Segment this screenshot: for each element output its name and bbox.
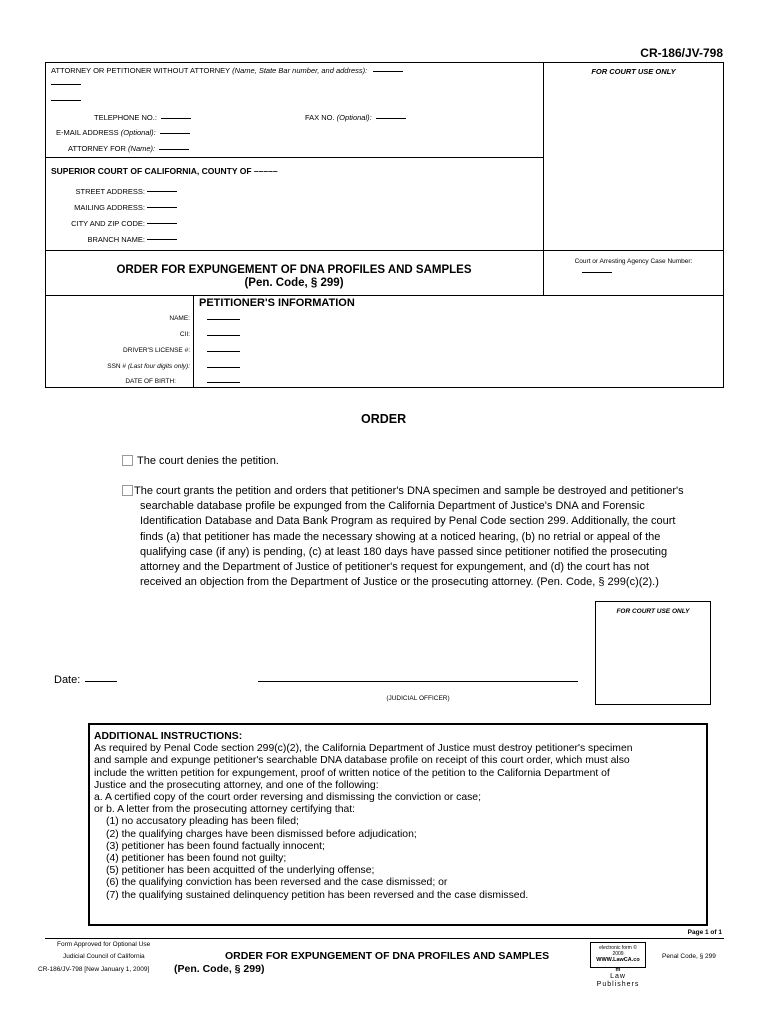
name-label: NAME: bbox=[169, 315, 190, 322]
form-subtitle: (Pen. Code, § 299) bbox=[244, 277, 344, 289]
ssn-blank[interactable] bbox=[207, 367, 240, 368]
grant-line: attorney and the Department of Justice of petitioner's request for expungement, and (d) the court has not bbox=[140, 561, 650, 574]
street-field[interactable] bbox=[40, 187, 145, 196]
instructions-line: As required by Penal Code section 299(c)(2), the California Department of Justice must destroy petitioner's specimen bbox=[94, 743, 633, 755]
instructions-line: Justice and the prosecuting attorney, and one of the following: bbox=[94, 779, 379, 791]
footer-rule bbox=[45, 938, 724, 939]
lawca-logo bbox=[590, 942, 646, 968]
court-use-box bbox=[595, 601, 711, 705]
grant-checkbox[interactable] bbox=[122, 485, 133, 496]
petitioner-heading: PETITIONER'S INFORMATION bbox=[199, 297, 355, 309]
cii-label: CII: bbox=[179, 331, 190, 338]
grant-line: Identification Database and Data Bank Program as required by Penal Code section 299. Additionally, the court bbox=[140, 515, 676, 528]
court-use-label-2: FOR COURT USE ONLY bbox=[616, 608, 690, 615]
city-field[interactable] bbox=[40, 219, 145, 228]
email-label: E-MAIL ADDRESS bbox=[56, 128, 119, 137]
street-blank[interactable] bbox=[147, 191, 177, 192]
grant-line: received an objection from the Department of Justice or the prosecuting attorney. (Pen. Code, § 299(c)(2).) bbox=[140, 576, 659, 589]
instructions-item: (5) petitioner has been acquitted of the underlying offense; bbox=[106, 865, 375, 877]
cii-blank[interactable] bbox=[207, 335, 240, 336]
instructions-line: a. A certified copy of the court order reversing and dismissing the conviction or case; bbox=[94, 792, 481, 804]
dob-blank[interactable] bbox=[207, 382, 240, 383]
ssn-hint: (Last four digits only): bbox=[127, 363, 190, 370]
footer-title: ORDER FOR EXPUNGEMENT OF DNA PROFILES AND SAMPLES bbox=[225, 950, 550, 962]
city-blank[interactable] bbox=[147, 223, 177, 224]
instructions-item: (4) petitioner has been found not guilty; bbox=[106, 853, 287, 865]
branch-blank[interactable] bbox=[147, 239, 177, 240]
case-number-label: Court or Arresting Agency Case Number: bbox=[574, 258, 693, 265]
instructions-item: (1) no accusatory pleading has been filed; bbox=[106, 816, 299, 828]
ssn-label: SSN # bbox=[107, 363, 127, 370]
deny-text: The court denies the petition. bbox=[137, 455, 279, 467]
council-text: Judicial Council of California bbox=[63, 953, 145, 960]
instructions-item: (3) petitioner has been found factually innocent; bbox=[106, 840, 325, 852]
attorney-hint: (Name, State Bar number, and address): bbox=[232, 66, 368, 75]
publisher-line-1: Law bbox=[610, 973, 626, 980]
branch-field[interactable] bbox=[40, 235, 145, 244]
attorney-blank-line-2[interactable] bbox=[51, 84, 81, 85]
logo-line-4: m bbox=[615, 967, 621, 973]
date-label: Date: bbox=[54, 674, 81, 686]
court-label: SUPERIOR COURT OF CALIFORNIA, COUNTY OF bbox=[51, 166, 252, 176]
attorney-field[interactable] bbox=[51, 66, 403, 75]
city-label: CITY AND ZIP CODE: bbox=[71, 219, 145, 228]
penal-code-ref: Penal Code, § 299 bbox=[662, 953, 716, 960]
form-rev-code: CR-186/JV-798 bbox=[38, 966, 83, 973]
mailing-field[interactable] bbox=[40, 203, 145, 212]
footer-subtitle: (Pen. Code, § 299) bbox=[174, 963, 265, 975]
header-box bbox=[45, 62, 724, 388]
instructions-item: (7) the qualifying sustained delinquency petition has been reversed and the case dismissed. bbox=[106, 889, 529, 901]
street-label: STREET ADDRESS: bbox=[75, 187, 145, 196]
court-title-divider bbox=[45, 250, 724, 251]
email-field[interactable] bbox=[56, 128, 190, 137]
grant-line: The court grants the petition and orders that petitioner's DNA specimen and sample be destroyed and petitioner's bbox=[134, 485, 684, 497]
grant-line: qualifying case (if any) is pending, (c) at least 180 days have passed since petitioner notified the prosecuting bbox=[140, 545, 668, 558]
mailing-label: MAILING ADDRESS: bbox=[74, 203, 145, 212]
attorney-for-label: ATTORNEY FOR bbox=[68, 144, 126, 153]
judicial-officer-label: (JUDICIAL OFFICER) bbox=[386, 695, 450, 702]
order-heading: ORDER bbox=[361, 412, 407, 426]
logo-line-1: electronic form © bbox=[599, 945, 637, 951]
court-county-dashes: ––––– bbox=[253, 166, 278, 176]
instructions-item: (6) the qualifying conviction has been reversed and the case dismissed; or bbox=[106, 877, 448, 889]
approved-text: Form Approved for Optional Use bbox=[57, 941, 151, 948]
ssn-field bbox=[50, 363, 190, 370]
logo-line-2: 2009 bbox=[612, 951, 624, 957]
attorney-label: ATTORNEY OR PETITIONER WITHOUT ATTORNEY bbox=[51, 66, 231, 75]
instructions-line: include the written petition for expungement, proof of written notice of the petition to the California Department of bbox=[94, 767, 610, 779]
mailing-blank[interactable] bbox=[147, 207, 177, 208]
attorney-court-divider bbox=[45, 157, 543, 158]
instructions-content bbox=[94, 731, 706, 902]
signature-line[interactable] bbox=[258, 681, 578, 682]
name-blank[interactable] bbox=[207, 319, 240, 320]
fax-hint: (Optional): bbox=[336, 113, 372, 122]
dob-label: DATE OF BIRTH: bbox=[125, 378, 176, 385]
instructions-heading: ADDITIONAL INSTRUCTIONS: bbox=[94, 731, 243, 742]
form-number: CR-186/JV-798 bbox=[640, 46, 723, 60]
branch-label: BRANCH NAME: bbox=[87, 235, 145, 244]
petitioner-divider bbox=[193, 295, 194, 388]
attorney-for-field[interactable] bbox=[68, 144, 189, 153]
publisher-line-2: Publishers bbox=[596, 981, 640, 988]
form-revision bbox=[38, 966, 149, 973]
form-rev-date: [New January 1, 2009] bbox=[84, 966, 150, 973]
instructions-line: or b. A letter from the prosecuting attorney certifying that: bbox=[94, 804, 356, 816]
telephone-label: TELEPHONE NO.: bbox=[94, 113, 157, 122]
page-number: Page 1 of 1 bbox=[687, 929, 722, 936]
instructions-item: (2) the qualifying charges have been dismissed before adjudication; bbox=[106, 828, 417, 840]
court-use-label: FOR COURT USE ONLY bbox=[591, 67, 676, 76]
case-number-blank[interactable] bbox=[582, 272, 612, 273]
telephone-field[interactable] bbox=[94, 113, 191, 122]
grant-paragraph bbox=[134, 484, 724, 590]
grant-line: searchable database profile be expunged from the California Department of Justice's DNA and Forensic bbox=[140, 500, 645, 513]
instructions-line: and sample and expunge petitioner's searchable DNA database profile on receipt of this court order, which must also bbox=[94, 755, 630, 767]
fax-field[interactable] bbox=[305, 113, 406, 122]
deny-checkbox[interactable] bbox=[122, 455, 133, 466]
title-petitioner-divider bbox=[45, 295, 724, 296]
fax-label: FAX NO. bbox=[305, 113, 335, 122]
email-hint: (Optional): bbox=[120, 128, 156, 137]
date-blank[interactable] bbox=[85, 681, 117, 682]
attorney-for-hint: (Name): bbox=[128, 144, 156, 153]
form-title: ORDER FOR EXPUNGEMENT OF DNA PROFILES AND SAMPLES bbox=[116, 264, 472, 276]
court-county-field[interactable] bbox=[51, 166, 278, 176]
license-blank[interactable] bbox=[207, 351, 240, 352]
license-label: DRIVER'S LICENSE #: bbox=[123, 347, 190, 354]
attorney-blank-line-3[interactable] bbox=[51, 100, 81, 101]
logo-line-3: WWW.LawCA.co bbox=[596, 957, 640, 963]
grant-line: finds (a) that petitioner has made the necessary showing at a noticed hearing, (b) no retrial or appeal of the bbox=[140, 530, 661, 543]
